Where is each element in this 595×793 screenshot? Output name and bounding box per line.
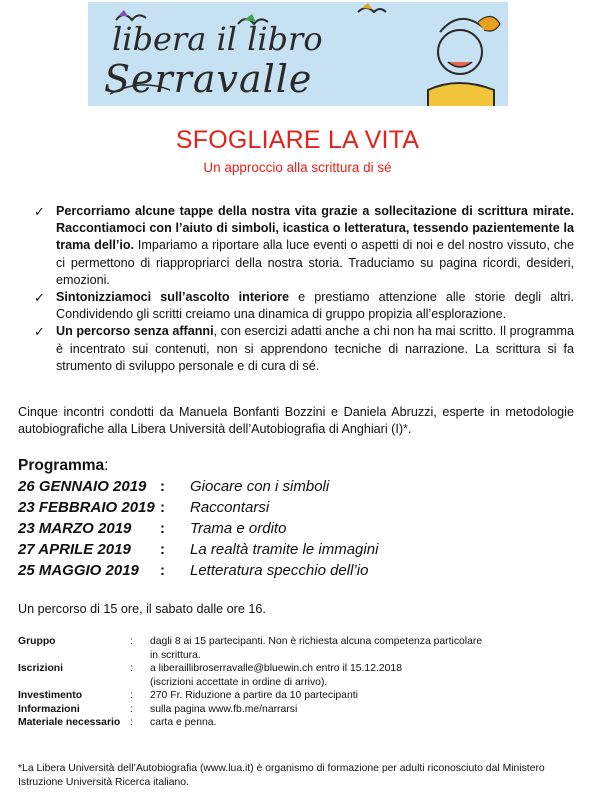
program-date: 25 MAGGIO 2019: [18, 562, 139, 579]
detail-row-gruppo: [18, 635, 578, 662]
detail-value: sulla pagina www.fb.me/narrarsi: [150, 703, 298, 715]
program-topic: Letteratura specchio dell’io: [190, 562, 369, 579]
detail-row-informazioni: [18, 703, 578, 717]
detail-value: dagli 8 ai 15 partecipanti. Non è richiesta alcuna competenza particolare: [150, 636, 483, 647]
program-row: [18, 541, 578, 562]
program-row: [18, 499, 578, 520]
bullet-list: [34, 203, 575, 375]
program-date: 23 FEBBRAIO 2019: [18, 499, 155, 516]
detail-value: a liberaillibroserravalle@bluewin.ch entro il 15.12.2018: [150, 663, 402, 674]
program-heading-text: Programma: [18, 457, 105, 474]
bullet-item: [34, 323, 574, 375]
detail-value: in scrittura.: [150, 649, 201, 661]
bullet-bold-text: Sintonizziamoci sull’ascolto interiore: [56, 290, 290, 305]
detail-colon: :: [130, 636, 133, 647]
program-colon: :: [160, 520, 165, 537]
program-topic: Raccontarsi: [190, 499, 270, 516]
program-colon: :: [160, 478, 165, 495]
program-row: [18, 562, 578, 583]
detail-value: (iscrizioni accettate in ordine di arrivo).: [150, 676, 328, 688]
program-heading: [18, 457, 108, 475]
header-banner: [88, 2, 508, 106]
bullet-text: e prestiamo attenzione alle storie degli altri. Condividendo gli scritti creiamo una dinamica di gruppo propizia all’esplorazione.: [56, 290, 574, 322]
detail-colon: :: [130, 663, 133, 674]
banner-text-line2: Serravalle: [104, 57, 313, 101]
detail-row-iscrizioni: [18, 662, 578, 689]
bullet-bold-text: Un percorso senza affanni: [56, 324, 214, 339]
detail-colon: :: [130, 717, 133, 728]
detail-label: Investimento: [18, 690, 83, 701]
program-date: 23 MARZO 2019: [18, 520, 132, 537]
program-colon: :: [160, 541, 165, 558]
detail-value: carta e penna.: [150, 717, 217, 728]
intro-paragraph: Cinque incontri condotti da Manuela Bonfanti Bozzini e Daniela Abruzzi, esperte in metodologie autobiografiche alla Libera Università dell’Autobiografia di Anghiari (I)*.: [18, 405, 574, 436]
detail-value: 270 Fr. Riduzione a partire da 10 partecipanti: [150, 690, 358, 701]
detail-row-investimento: [18, 689, 578, 703]
check-icon: ✓: [34, 290, 45, 306]
detail-colon: :: [130, 690, 133, 701]
program-date: 27 APRILE 2019: [18, 541, 131, 558]
check-icon: ✓: [34, 204, 45, 219]
page-title: SFOGLIARE LA VITA: [175, 126, 420, 154]
program-row: [18, 520, 578, 541]
program-list: [18, 478, 578, 583]
detail-label: Gruppo: [18, 636, 56, 647]
detail-row-materiale: [18, 716, 578, 730]
detail-colon: :: [130, 703, 133, 715]
program-date: 26 GENNAIO 2019: [18, 478, 147, 495]
detail-label: Materiale necessario: [18, 717, 121, 728]
bullet-item: [34, 289, 574, 323]
program-topic: La realtà tramite le immagini: [190, 541, 379, 558]
duration-text: Un percorso di 15 ore, il sabato dalle ore 16.: [18, 602, 266, 616]
footnote: *La Libera Università dell’Autobiografia (www.lua.it) è organismo di formazione per adulti riconosciuto dal Ministero Istruzione Università Ricerca italiano.: [18, 763, 545, 788]
program-colon: :: [160, 499, 165, 516]
check-icon: ✓: [34, 324, 45, 340]
bullet-item: [34, 203, 575, 289]
page-subtitle: Un approccio alla scrittura di sé: [203, 160, 392, 175]
details-table: [18, 635, 578, 730]
detail-label: Iscrizioni: [18, 663, 64, 674]
program-heading-colon: :: [104, 457, 109, 474]
bullet-text: , con esercizi adatti anche a chi non ha mai scritto. Il programma è incentrato sui contenuti, non si apprendono tecniche di narrazione. La scrittura si fa strumento di sviluppo personale e di cura di sé.: [56, 324, 574, 373]
bullet-text: Impariamo a riportare alla luce eventi o aspetti di noi e del nostro vissuto, che ci permettono di riappropriarci della nostra storia. Traduciamo su pagina ricordi, desideri, emozioni.: [56, 238, 575, 287]
program-topic: Trama e ordito: [190, 520, 287, 537]
program-topic: Giocare con i simboli: [190, 478, 330, 495]
program-row: [18, 478, 578, 499]
program-colon: :: [160, 562, 165, 579]
bullet-bold-text: Percorriamo alcune tappe della nostra vita grazie a sollecitazione di scrittura mirate. Raccontiamoci con l’aiuto di simboli, icastica o letteratura, tessendo pazientemente la trama dell’io.: [56, 204, 574, 253]
banner-text-line1: libera il libro: [112, 20, 323, 58]
detail-label: Informazioni: [18, 703, 80, 715]
